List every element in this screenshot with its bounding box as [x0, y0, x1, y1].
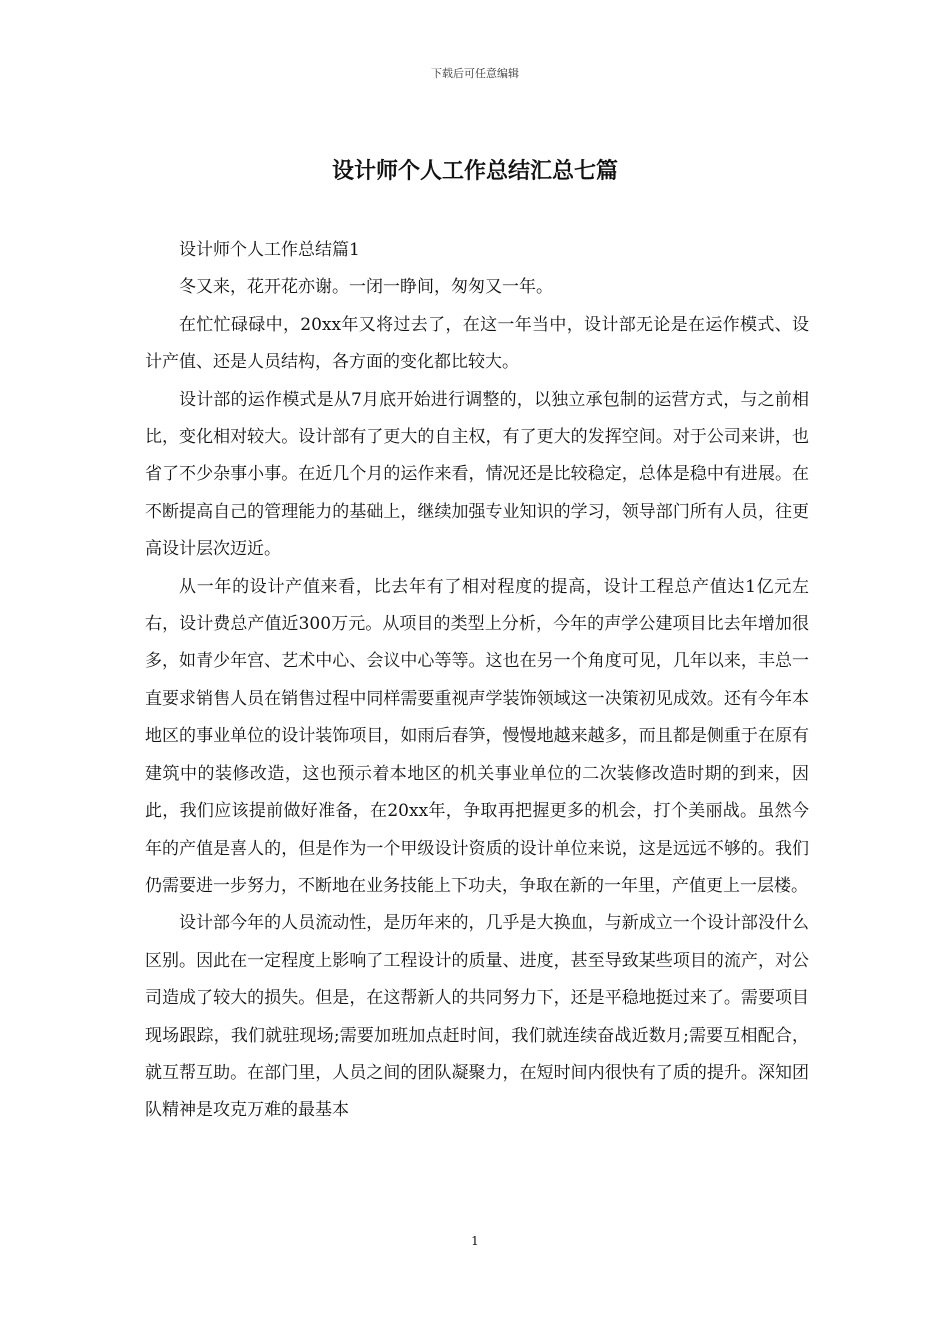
paragraph: 设计部的运作模式是从7月底开始进行调整的，以独立承包制的运营方式，与之前相比，变化相对较大。设计部有了更大的自主权，有了更大的发挥空间。对于公司来讲，也省了不少杂事小事。在近几个月的运作来看，情况还是比较稳定，总体是稳中有进展。在不断提高自己的管理能力的基础上，继续加强专业知识的学习，领导部门所有人员，往更高设计层次迈近。 — [145, 389, 809, 560]
paragraph: 设计部今年的人员流动性，是历年来的，几乎是大换血，与新成立一个设计部没什么区别。因此在一定程度上影响了工程设计的质量、进度，甚至导致某些项目的流产，对公司造成了较大的损失。但是，在这帮新人的共同努力下，还是平稳地挺过来了。需要项目现场跟踪，我们就驻现场;需要加班加点赶时间，我们就连续奋战近数月;需要互相配合，就互帮互助。在部门里，人员之间的团队凝聚力，在短时间内很快有了质的提升。深知团队精神是攻克万难的最基本 — [145, 913, 809, 1121]
paragraph: 冬又来，花开花亦谢。一闭一睁间，匆匆又一年。 — [179, 277, 553, 298]
document-body — [145, 232, 809, 1130]
page-number: 1 — [471, 1234, 479, 1248]
section-heading: 设计师个人工作总结篇1 — [179, 240, 360, 260]
paragraph: 从一年的设计产值来看，比去年有了相对程度的提高，设计工程总产值达1亿元左右，设计费总产值近300万元。从项目的类型上分析，今年的声学公建项目比去年增加很多，如青少年宫、艺术中心、会议中心等等。这也在另一个角度可见，几年以来，丰总一直要求销售人员在销售过程中同样需要重视声学装饰领域这一决策初见成效。还有今年本地区的事业单位的设计装饰项目，如雨后春笋，慢慢地越来越多，而且都是侧重于在原有建筑中的装修改造，这也预示着本地区的机关事业单位的二次装修改造时期的到来，因此，我们应该提前做好准备，在20xx年，争取再把握更多的机会，打个美丽战。虽然今年的产值是喜人的，但是作为一个甲级设计资质的设计单位来说，这是远远不够的。我们仍需要进一步努力，不断地在业务技能上下功夫，争取在新的一年里，产值更上一层楼。 — [145, 576, 809, 896]
header-note: 下载后可任意编辑 — [431, 67, 519, 80]
document-title: 设计师个人工作总结汇总七篇 — [331, 158, 618, 184]
paragraph: 在忙忙碌碌中，20xx年又将过去了，在这一年当中，设计部无论是在运作模式、设计产值、还是人员结构，各方面的变化都比较大。 — [145, 314, 809, 373]
